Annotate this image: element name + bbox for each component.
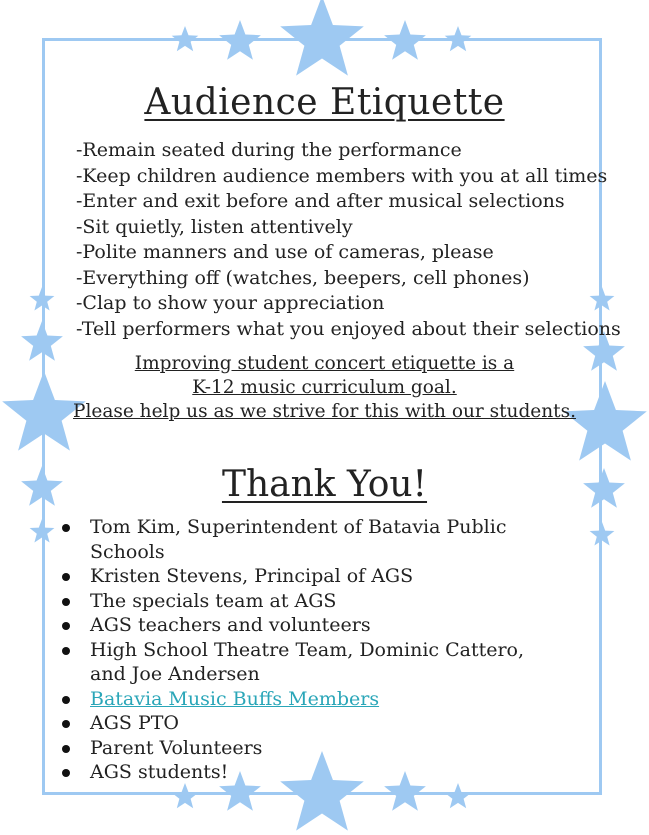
thank-you-text: AGS PTO <box>90 712 179 734</box>
thank-you-item <box>62 589 552 614</box>
thank-you-text: AGS students! <box>90 761 229 783</box>
etiquette-list <box>76 138 621 342</box>
etiquette-rule: -Sit quietly, listen attentively <box>76 215 353 238</box>
curriculum-note-line: Improving student concert etiquette is a <box>134 353 515 374</box>
star-icon <box>280 0 364 76</box>
curriculum-note-line: K-12 music curriculum goal. <box>192 377 457 398</box>
etiquette-rule: -Polite manners and use of cameras, please <box>76 241 494 263</box>
page-title: Audience Etiquette <box>144 82 505 123</box>
star-icon <box>172 783 199 808</box>
bullet-icon <box>62 622 70 630</box>
bullet-icon <box>62 647 70 655</box>
star-icon <box>30 519 55 543</box>
star-icon <box>172 26 199 51</box>
bullet-icon <box>62 769 70 777</box>
etiquette-rule: -Remain seated during the performance <box>76 139 462 161</box>
thank-you-link[interactable]: Batavia Music Buffs Members <box>90 687 380 710</box>
star-icon <box>445 26 472 51</box>
thank-you-text: Tom Kim, Superintendent of Batavia Public Schools <box>90 516 507 563</box>
bullet-icon <box>62 598 70 606</box>
star-icon <box>445 783 472 808</box>
etiquette-rule: -Enter and exit before and after musical selections <box>76 190 565 212</box>
thank-you-text: High School Theatre Team, Dominic Cattero, and Joe Andersen <box>90 638 525 685</box>
thank-you-item <box>62 564 552 589</box>
bullet-icon <box>62 573 70 581</box>
thank-you-item[interactable] <box>62 687 552 712</box>
star-icon <box>219 20 261 60</box>
thank-you-text: Parent Volunteers <box>90 736 263 759</box>
bullet-icon <box>62 720 70 728</box>
thank-you-heading: Thank You! <box>221 464 428 505</box>
etiquette-rule: -Tell performers what you enjoyed about their selections <box>76 317 621 340</box>
bullet-icon <box>62 524 70 532</box>
star-icon <box>30 287 55 311</box>
etiquette-rule: -Everything off (watches, beepers, cell phones) <box>76 266 530 289</box>
thank-you-item <box>62 736 552 761</box>
thank-you-item <box>62 613 552 638</box>
thank-you-item <box>62 638 552 687</box>
thank-you-text: AGS teachers and volunteers <box>90 614 371 636</box>
thank-you-item <box>62 515 552 564</box>
bullet-icon <box>62 745 70 753</box>
star-icon <box>384 20 426 60</box>
star-icon <box>590 522 615 546</box>
thank-you-list <box>62 515 552 785</box>
curriculum-note <box>0 352 649 424</box>
etiquette-rule: -Clap to show your appreciation <box>76 292 385 314</box>
curriculum-note-line: Please help us as we strive for this with our students. <box>73 401 576 422</box>
thank-you-text: The specials team at AGS <box>90 589 337 612</box>
thank-you-text: Kristen Stevens, Principal of AGS <box>90 565 414 587</box>
thank-you-item <box>62 711 552 736</box>
etiquette-rule: -Keep children audience members with you at all times <box>76 164 608 187</box>
bullet-icon <box>62 696 70 704</box>
thank-you-item <box>62 760 552 785</box>
